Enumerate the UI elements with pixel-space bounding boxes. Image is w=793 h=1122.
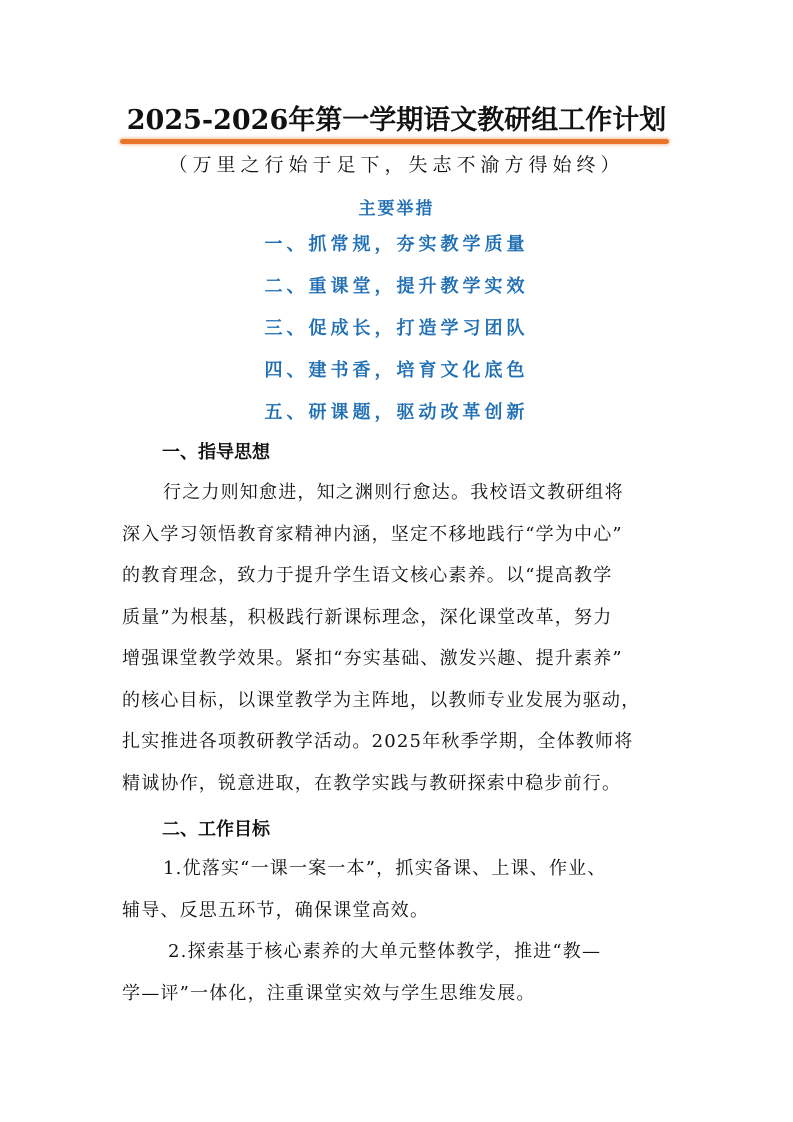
key-measures-block: [0, 194, 793, 434]
guiding-ideology-paragraph: [122, 472, 674, 804]
measure-item: 三、促成长，打造学习团队: [264, 318, 529, 339]
paragraph-line: 的教育理念，致力于提升学生语文核心素养。以“提高教学: [122, 565, 613, 586]
paragraph-line: 辅导、反思五环节，确保课堂高效。: [122, 899, 430, 921]
measure-item: 二、重课堂，提升教学实效: [264, 276, 529, 297]
document-subtitle: （万里之行始于足下，失志不渝方得始终）: [168, 154, 625, 176]
work-goal-item-2: [122, 931, 674, 1014]
document-title: 2025-2026年第一学期语文教研组工作计划: [126, 105, 667, 136]
section-heading-work-goals: 二、工作目标: [162, 819, 270, 840]
paragraph-line: 2.探索基于核心素养的大单元整体教学，推进“教—: [168, 941, 602, 962]
key-measures-heading: 主要举措: [358, 199, 435, 219]
paragraph-line: 1.优落实“一课一案一本”，抓实备课、上课、作业、: [163, 858, 607, 879]
paragraph-line: 深入学习领悟教育家精神内涵，坚定不移地践行“学为中心”: [122, 523, 623, 545]
paragraph-line: 扎实推进各项教研教学活动。2025年秋季学期，全体教师将: [122, 731, 634, 752]
section-heading-guiding-ideology: 一、指导思想: [162, 442, 270, 463]
paragraph-line: 的核心目标，以课堂教学为主阵地，以教师专业发展为驱动，: [122, 689, 641, 711]
measure-item: 一、抓常规，夯实教学质量: [264, 234, 529, 255]
title-underline-rule: [120, 139, 669, 144]
paragraph-line: 行之力则知愈进，知之渊则行愈达。我校语文教研组将: [163, 482, 624, 503]
paragraph-line: 精诚协作，锐意进取，在教学实践与教研探索中稳步前行。: [122, 772, 622, 794]
measure-item: 五、研课题，驱动改革创新: [264, 402, 529, 423]
paragraph-line: 质量”为根基，积极践行新课标理念，深化课堂改革，努力: [122, 606, 613, 628]
paragraph-line: 学—评”一体化，注重课堂实效与学生思维发展。: [122, 982, 536, 1004]
paragraph-line: 增强课堂教学效果。紧扣“夯实基础、激发兴趣、提升素养”: [122, 648, 623, 669]
measure-item: 四、建书香，培育文化底色: [264, 360, 529, 381]
work-goal-item-1: [122, 848, 674, 931]
